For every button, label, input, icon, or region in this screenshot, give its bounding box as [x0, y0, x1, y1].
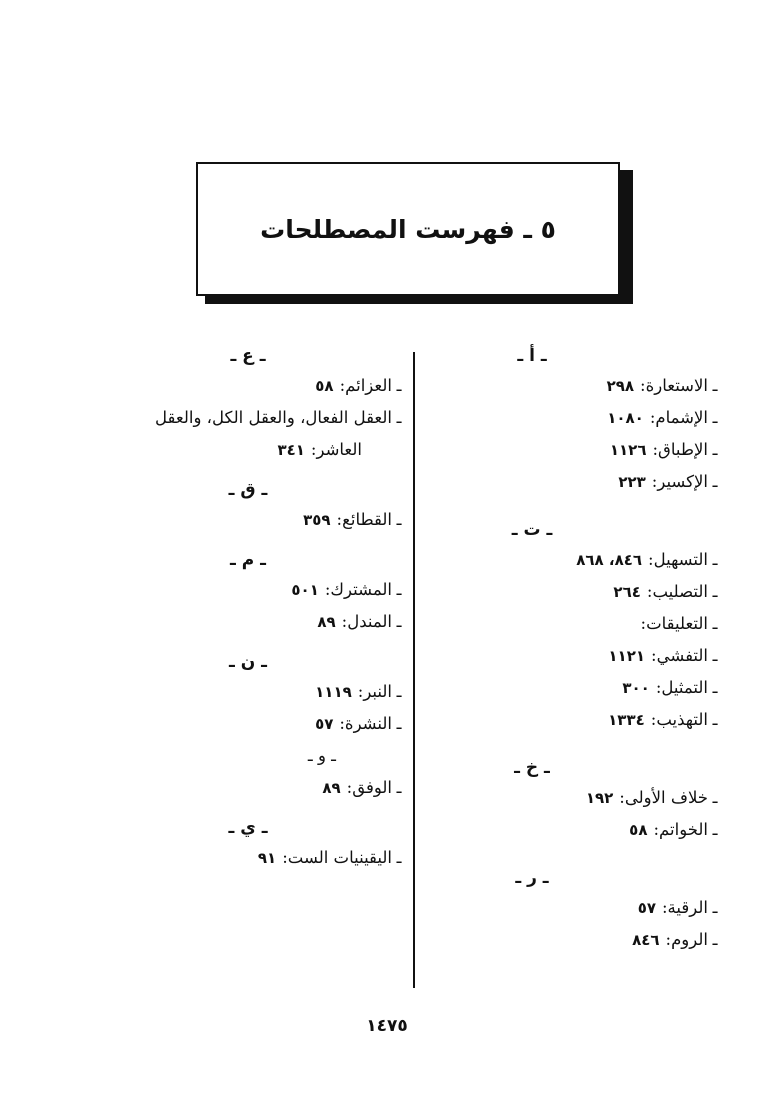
- index-entry: ـالتعليقات:: [640, 614, 718, 633]
- entry-term: الوفق:: [346, 778, 392, 797]
- entry-pages: ٥٧: [315, 715, 334, 733]
- index-entry: ـالاستعارة:٢٩٨: [606, 376, 718, 395]
- index-entry: ـالعقل الفعال، والعقل الكل، والعقل: [155, 408, 402, 427]
- page-title: ٥ ـ فهرست المصطلحات: [260, 214, 556, 244]
- index-entry: ـالنشرة:٥٧: [315, 714, 402, 733]
- section-nun: [100, 648, 406, 740]
- entry-pages: ٣٤١: [277, 441, 305, 459]
- index-entry: ـالعزائم:٥٨: [315, 376, 402, 395]
- index-entry: ـاليقينيات الست:٩١: [257, 848, 402, 867]
- entry-pages: ٣٠٠: [622, 679, 650, 697]
- index-entry: ـالمشترك:٥٠١: [291, 580, 402, 599]
- entry-pages: ٨٤٦: [632, 931, 660, 949]
- section-letter: ـ م ـ: [230, 550, 266, 570]
- entry-term: الروم:: [665, 930, 708, 949]
- entry-term: التسهيل:: [648, 550, 708, 569]
- section-letter: ـ ت ـ: [511, 520, 553, 540]
- entry-term: الاستعارة:: [640, 376, 708, 395]
- index-entry: ـالروم:٨٤٦: [632, 930, 718, 949]
- entry-term: الخواتم:: [653, 820, 708, 839]
- index-entry: ـالرقية:٥٧: [637, 898, 718, 917]
- section-letter: ـ ن ـ: [229, 652, 267, 672]
- index-entry: ـالتسهيل:٨٤٦، ٨٦٨: [576, 550, 718, 569]
- index-entry: ـالنبر:١١١٩: [315, 682, 402, 701]
- entry-term: الرقية:: [662, 898, 708, 917]
- section-letter: ـ ع ـ: [230, 346, 266, 366]
- section-ta: [420, 516, 722, 736]
- entry-term: التصليب:: [646, 582, 708, 601]
- title-box: [196, 162, 620, 296]
- entry-pages: ١١٢٦: [609, 441, 647, 459]
- section-letter: ـ ي ـ: [228, 818, 268, 838]
- entry-term: التعليقات:: [640, 614, 708, 633]
- index-entry: ـالمندل:٨٩: [317, 612, 402, 631]
- section-kha: [420, 754, 722, 846]
- entry-term: القطائع:: [336, 510, 392, 529]
- column-divider: [413, 352, 415, 988]
- section-letter: ـ ر ـ: [515, 868, 549, 888]
- entry-pages: ٨٩: [322, 779, 341, 797]
- entry-term: التمثيل:: [655, 678, 708, 697]
- entry-term: اليقينيات الست:: [282, 848, 392, 867]
- index-entry: ـالتهذيب:١٣٣٤: [608, 710, 718, 729]
- entry-pages: ٥٧: [637, 899, 656, 917]
- index-entry: ـالتصليب:٢٦٤: [613, 582, 718, 601]
- entry-pages: ٢٢٣: [618, 473, 646, 491]
- entry-pages: ٢٦٤: [613, 583, 641, 601]
- entry-pages: ١١١٩: [315, 683, 352, 701]
- section-ya: [100, 814, 406, 874]
- index-entry: ـالتفشي:١١٢١: [608, 646, 718, 665]
- entry-pages: ١٩٢: [585, 789, 614, 807]
- section-ra: [420, 864, 722, 956]
- index-entry: ـالإشمام:١٠٨٠: [607, 408, 718, 427]
- entry-term: العزائم:: [339, 376, 392, 395]
- entry-pages: ١١٢١: [608, 647, 646, 665]
- index-entry: ـالإطباق:١١٢٦: [609, 440, 718, 459]
- section-waw: [100, 740, 406, 804]
- index-entry: ـالتمثيل:٣٠٠: [622, 678, 718, 697]
- section-ain: [100, 342, 406, 466]
- page-number: ١٤٧٥: [366, 1016, 408, 1036]
- entry-term: الإكسير:: [651, 472, 708, 491]
- section-letter: ـ و ـ: [307, 746, 336, 765]
- entry-term: التفشي:: [651, 646, 708, 665]
- entry-pages: ١٣٣٤: [608, 711, 645, 729]
- section-letter-inline: [100, 740, 406, 772]
- entry-term: الإطباق:: [652, 440, 708, 459]
- entry-term-continuation: العاشر:: [310, 440, 362, 459]
- entry-pages: ٥٨: [315, 377, 334, 395]
- left-column: [100, 342, 406, 874]
- entry-term: المندل:: [341, 612, 392, 631]
- right-column: [420, 342, 722, 956]
- entry-term: الإشمام:: [649, 408, 708, 427]
- entry-term: خلاف الأولى:: [619, 788, 708, 807]
- entry-pages: ٢٩٨: [606, 377, 635, 395]
- entry-term: النبر:: [357, 682, 392, 701]
- entry-term: المشترك:: [324, 580, 392, 599]
- section-mim: [100, 546, 406, 638]
- entry-pages: ٨٤٦، ٨٦٨: [576, 551, 643, 569]
- entry-pages: ٥٠١: [291, 581, 319, 599]
- index-entry: ـالوفق:٨٩: [322, 778, 402, 797]
- index-entry: ـالقطائع:٣٥٩: [303, 510, 402, 529]
- entry-term: العقل الفعال، والعقل الكل، والعقل: [155, 408, 392, 427]
- index-entry: ـالخواتم:٥٨: [629, 820, 718, 839]
- entry-term: التهذيب:: [650, 710, 708, 729]
- entry-pages: ٣٥٩: [303, 511, 331, 529]
- index-entry: ـخلاف الأولى:١٩٢: [585, 788, 718, 807]
- entry-pages: ٥٨: [629, 821, 648, 839]
- entry-pages: ٨٩: [317, 613, 336, 631]
- entry-term: النشرة:: [339, 714, 392, 733]
- section-alif: [420, 342, 722, 498]
- index-entry-continuation: [100, 434, 406, 466]
- section-letter: ـ ق ـ: [228, 480, 268, 500]
- section-qaf: [100, 476, 406, 536]
- index-entry: ـالإكسير:٢٢٣: [618, 472, 718, 491]
- entry-pages: ١٠٨٠: [607, 409, 644, 427]
- section-letter: ـ أ ـ: [517, 346, 547, 366]
- section-letter: ـ خ ـ: [514, 758, 550, 778]
- entry-pages: ٩١: [257, 849, 277, 867]
